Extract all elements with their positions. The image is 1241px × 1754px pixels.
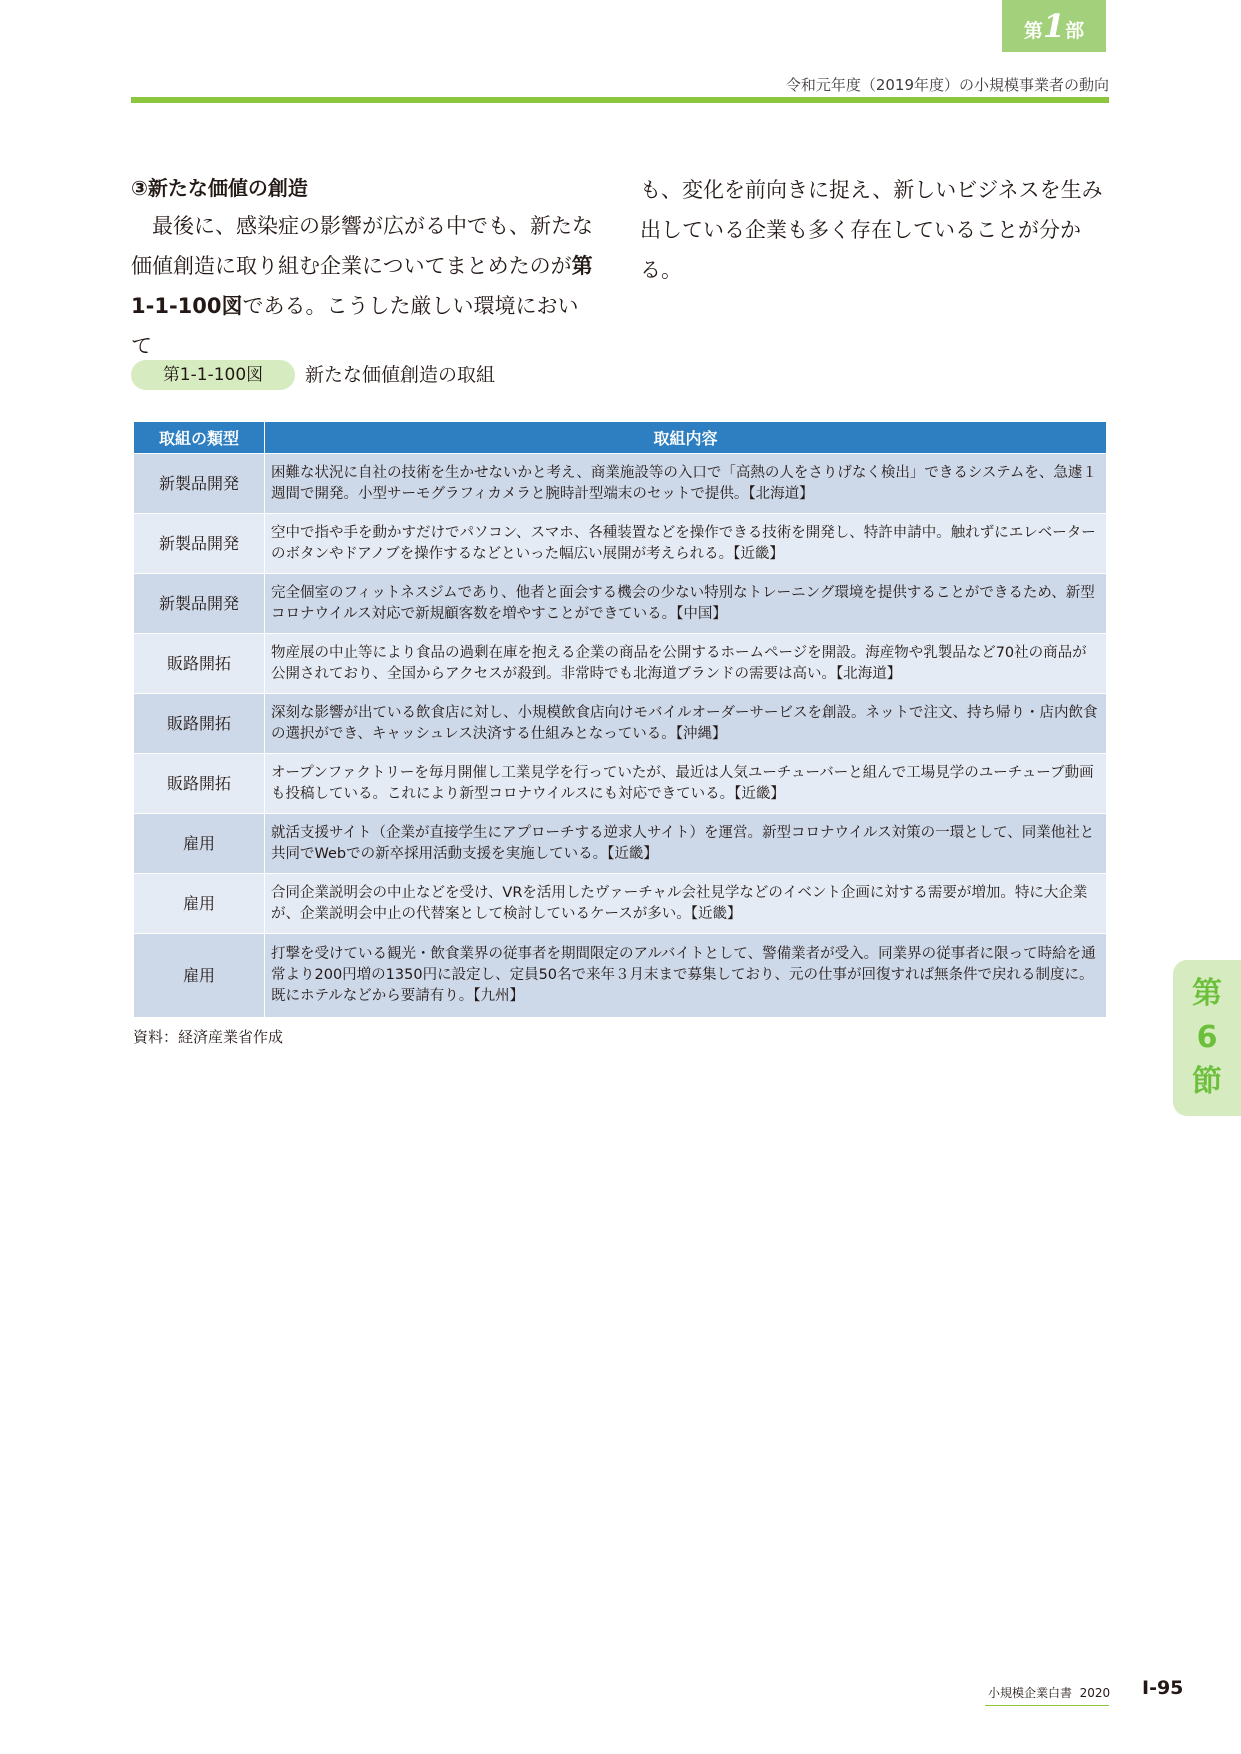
row-content: 打撃を受けている観光・飲食業界の従事者を期間限定のアルバイトとして、警備業者が受入。同業界の従事者に限って時給を通常より200円増の1350円に設定し、定員50名で来年３月末まで募集しており、元の仕事が回復すれば無条件で戻れる制度に。既にホテルなどから要請有り。【九州】 [265, 934, 1107, 1018]
row-type: 新製品開発 [134, 454, 265, 514]
row-type: 販路開拓 [134, 634, 265, 694]
body-text-right: も、変化を前向きに捉え、新しいビジネスを生み出している企業も多く存在していることが分かる。 [640, 178, 1103, 282]
table-row [134, 934, 1107, 1018]
figure-title: 新たな価値創造の取組 [305, 364, 496, 386]
footer-book-name: 小規模企業白書 [988, 1686, 1073, 1700]
row-type: 雇用 [134, 874, 265, 934]
row-type: 新製品開発 [134, 574, 265, 634]
row-content: 完全個室のフィットネスジムであり、他者と面会する機会の少ない特別なトレーニング環境を提供することができるため、新型コロナウイルス対応で新規顧客数を増やすことができている。【中国】 [265, 574, 1107, 634]
source-note: 資料：経済産業省作成 [133, 1028, 284, 1046]
figure-reference[interactable]: 第1-1-100図 [131, 254, 593, 318]
column-header-type: 取組の類型 [134, 422, 265, 454]
table-row [134, 514, 1107, 574]
table-row [134, 634, 1107, 694]
row-type: 新製品開発 [134, 514, 265, 574]
row-content: 就活支援サイト（企業が直接学生にアプローチする逆求人サイト）を運営。新型コロナウイルス対策の一環として、同業他社と共同でWebでの新卒採用活動支援を実施している。【近畿】 [265, 814, 1107, 874]
table-row [134, 874, 1107, 934]
table-row [134, 574, 1107, 634]
section-tab[interactable] [1173, 960, 1241, 1116]
table-header-row [134, 422, 1107, 454]
part-label-suffix: 部 [1065, 20, 1085, 42]
part-label-prefix: 第 [1023, 20, 1043, 42]
body-left-column [131, 170, 596, 366]
row-content: 空中で指や手を動かすだけでパソコン、スマホ、各種装置などを操作できる技術を開発し、特許申請中。触れずにエレベーターのボタンやドアノブを操作するなどといった幅広い展開が考えられる。【近畿】 [265, 514, 1107, 574]
subheading: ③新たな価値の創造 [131, 176, 308, 200]
footer-book-title [988, 1684, 1110, 1701]
body-paragraph-left [131, 206, 596, 366]
table-row [134, 694, 1107, 754]
initiatives-table [133, 421, 1107, 1018]
section-tab-number: 6 [1196, 1020, 1218, 1055]
row-type: 販路開拓 [134, 754, 265, 814]
row-type: 販路開拓 [134, 694, 265, 754]
row-content: 困難な状況に自社の技術を生かせないかと考え、商業施設等の入口で「高熱の人をさりげなく検出」できるシステムを、急遽１週間で開発。小型サーモグラフィカメラと腕時計型端末のセットで提供。【北海道】 [265, 454, 1107, 514]
body-text-left-2: である。こうした厳しい環境において [131, 294, 579, 358]
row-type: 雇用 [134, 814, 265, 874]
body-text-left-1: 最後に、感染症の影響が広がる中でも、新たな価値創造に取り組む企業についてまとめたのが [131, 214, 593, 278]
row-content: 合同企業説明会の中止などを受け、VRを活用したヴァーチャル会社見学などのイベント企画に対する需要が増加。特に大企業が、企業説明会中止の代替案として検討しているケースが多い。【近畿】 [265, 874, 1107, 934]
footer-year: 2020 [1079, 1686, 1111, 1700]
table-row [134, 814, 1107, 874]
row-type: 雇用 [134, 934, 265, 1018]
row-content: 深刻な影響が出ている飲食店に対し、小規模飲食店向けモバイルオーダーサービスを創設。ネットで注文、持ち帰り・店内飲食の選択ができ、キャッシュレス決済する仕組みとなっている。【沖縄】 [265, 694, 1107, 754]
section-tab-suffix: 節 [1192, 1064, 1222, 1099]
part-tab [1002, 0, 1106, 52]
table-row [134, 454, 1107, 514]
row-content: 物産展の中止等により食品の過剰在庫を抱える企業の商品を公開するホームページを開設。海産物や乳製品など70社の商品が公開されており、全国からアクセスが殺到。非常時でも北海道ブランドの需要は高い。【北海道】 [265, 634, 1107, 694]
running-head: 令和元年度（2019年度）の小規模事業者の動向 [785, 76, 1109, 94]
header-rule [131, 97, 1109, 103]
page-number: Ⅰ-95 [1142, 1677, 1184, 1699]
footer-rule [985, 1705, 1109, 1706]
row-content: オープンファクトリーを毎月開催し工業見学を行っていたが、最近は人気ユーチューバーと組んで工場見学のユーチューブ動画も投稿している。これにより新型コロナウイルスにも対応できている。【近畿】 [265, 754, 1107, 814]
part-number: 1 [1042, 7, 1066, 45]
column-header-content: 取組内容 [265, 422, 1107, 454]
figure-label-badge: 第1-1-100図 [131, 360, 295, 390]
body-right-column [640, 170, 1105, 290]
table-row [134, 754, 1107, 814]
section-tab-prefix: 第 [1192, 976, 1222, 1011]
